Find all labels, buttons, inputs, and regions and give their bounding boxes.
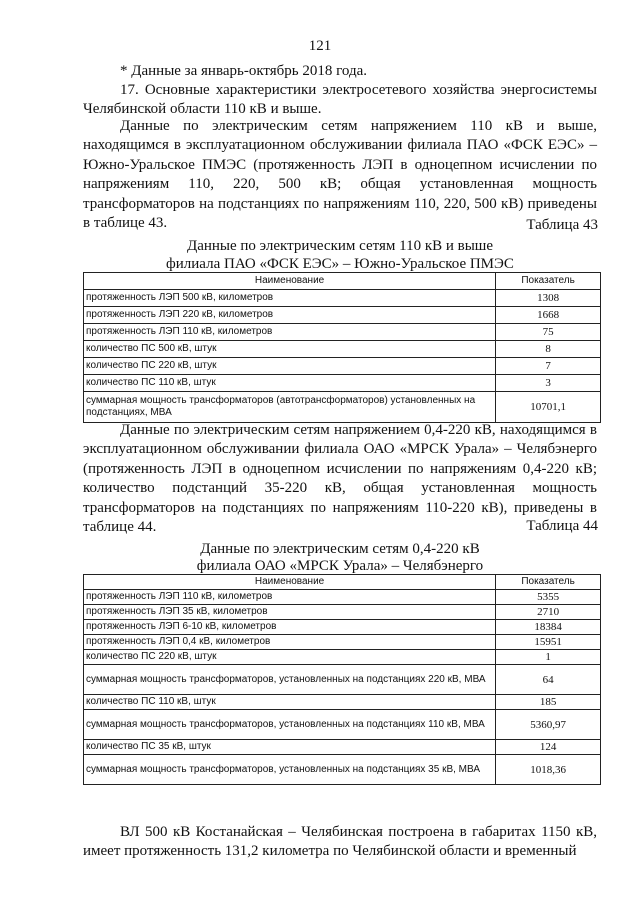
- row-value-cell: 18384: [496, 620, 601, 635]
- column-header-value: Показатель: [496, 273, 601, 290]
- page-number: 121: [308, 38, 332, 54]
- row-name-cell: протяженность ЛЭП 220 кВ, километров: [84, 307, 496, 324]
- row-value-cell: 1668: [496, 307, 601, 324]
- table-row: [84, 710, 601, 740]
- row-name-cell: количество ПС 35 кВ, штук: [84, 740, 496, 755]
- footnote: * Данные за январь-октябрь 2018 года.: [120, 63, 368, 79]
- table-row: [84, 590, 601, 605]
- table43-label: Таблица 43: [526, 217, 598, 233]
- row-name-cell: количество ПС 110 кВ, штук: [84, 375, 496, 392]
- table44-label: Таблица 44: [526, 518, 598, 534]
- row-name-cell: количество ПС 220 кВ, штук: [84, 650, 496, 665]
- row-value-cell: 8: [496, 341, 601, 358]
- row-name-cell: протяженность ЛЭП 110 кВ, километров: [84, 590, 496, 605]
- table-row: [84, 650, 601, 665]
- row-name-cell: протяженность ЛЭП 500 кВ, километров: [84, 290, 496, 307]
- paragraph-table44-intro: Данные по электрическим сетям напряжением 0,4-220 кВ, находящимся в эксплуатационном обслуживании филиала ОАО «МРСК Урала» – Челябэнерго (протяженность ЛЭП в одноцепном исчислении по напряжениям 0,4-220 кВ; количество подстанций 35-220 кВ, общая установленная мощность трансформаторов на подстанциях по напряжениям 110-220 кВ), приведены в таблице 44.: [83, 422, 597, 536]
- row-value-cell: 185: [496, 695, 601, 710]
- table-row: [84, 290, 601, 307]
- table44: [83, 574, 601, 785]
- table-row: [84, 375, 601, 392]
- column-header-value: Показатель: [496, 575, 601, 590]
- row-name-cell: суммарная мощность трансформаторов, установленных на подстанциях 35 кВ, МВА: [84, 755, 496, 785]
- table43: [83, 272, 601, 423]
- row-value-cell: 1308: [496, 290, 601, 307]
- column-header-name: Наименование: [84, 273, 496, 290]
- row-name-cell: суммарная мощность трансформаторов, установленных на подстанциях 110 кВ, МВА: [84, 710, 496, 740]
- row-value-cell: 1018,36: [496, 755, 601, 785]
- row-value-cell: 5355: [496, 590, 601, 605]
- table-row: [84, 392, 601, 423]
- row-value-cell: 10701,1: [496, 392, 601, 423]
- row-name-cell: количество ПС 220 кВ, штук: [84, 358, 496, 375]
- row-name-cell: суммарная мощность трансформаторов (автотрансформаторов) установленных на подстанциях, МВА: [84, 392, 496, 423]
- row-value-cell: 1: [496, 650, 601, 665]
- table-row: [84, 605, 601, 620]
- table-row: [84, 358, 601, 375]
- table-row: [84, 620, 601, 635]
- row-value-cell: 5360,97: [496, 710, 601, 740]
- row-value-cell: 3: [496, 375, 601, 392]
- table44-title-line2: филиала ОАО «МРСК Урала» – Челябэнерго: [196, 558, 484, 574]
- row-name-cell: протяженность ЛЭП 6-10 кВ, километров: [84, 620, 496, 635]
- row-name-cell: протяженность ЛЭП 110 кВ, километров: [84, 324, 496, 341]
- table-row: [84, 341, 601, 358]
- table-header-row: [84, 575, 601, 590]
- row-name-cell: количество ПС 500 кВ, штук: [84, 341, 496, 358]
- table43-title-line1: Данные по электрическим сетям 110 кВ и выше: [186, 238, 494, 254]
- row-value-cell: 75: [496, 324, 601, 341]
- paragraph-table43-intro: Данные по электрическим сетям напряжением 110 кВ и выше, находящимся в эксплуатационном обслуживании филиала ПАО «ФСК ЕЭС» – Южно-Уральское ПМЭС (протяженность ЛЭП в одноцепном исчислении по напряжениям 110, 220, 500 кВ; общая установленная мощность трансформаторов на подстанциях по напряжениям 110, 220, 500 кВ) приведены в таблице 43.: [83, 118, 597, 232]
- row-name-cell: протяженность ЛЭП 35 кВ, километров: [84, 605, 496, 620]
- row-name-cell: количество ПС 110 кВ, штук: [84, 695, 496, 710]
- row-value-cell: 7: [496, 358, 601, 375]
- table-row: [84, 307, 601, 324]
- row-value-cell: 124: [496, 740, 601, 755]
- table-row: [84, 665, 601, 695]
- table43-title-line2: филиала ПАО «ФСК ЕЭС» – Южно-Уральское ПМЭС: [166, 256, 514, 272]
- table-row: [84, 635, 601, 650]
- row-value-cell: 15951: [496, 635, 601, 650]
- row-name-cell: протяженность ЛЭП 0,4 кВ, километров: [84, 635, 496, 650]
- table-row: [84, 755, 601, 785]
- table-header-row: [84, 273, 601, 290]
- row-name-cell: суммарная мощность трансформаторов, установленных на подстанциях 220 кВ, МВА: [84, 665, 496, 695]
- table-row: [84, 695, 601, 710]
- section-heading: 17. Основные характеристики электросетевого хозяйства энергосистемы Челябинской области 110 кВ и выше.: [83, 82, 597, 118]
- column-header-name: Наименование: [84, 575, 496, 590]
- table-row: [84, 324, 601, 341]
- row-value-cell: 64: [496, 665, 601, 695]
- row-value-cell: 2710: [496, 605, 601, 620]
- table-row: [84, 740, 601, 755]
- table44-title-line1: Данные по электрическим сетям 0,4-220 кВ: [200, 541, 480, 557]
- paragraph-vl500: ВЛ 500 кВ Костанайская – Челябинская построена в габаритах 1150 кВ, имеет протяженность 131,2 километра по Челябинской области и временный: [83, 824, 597, 860]
